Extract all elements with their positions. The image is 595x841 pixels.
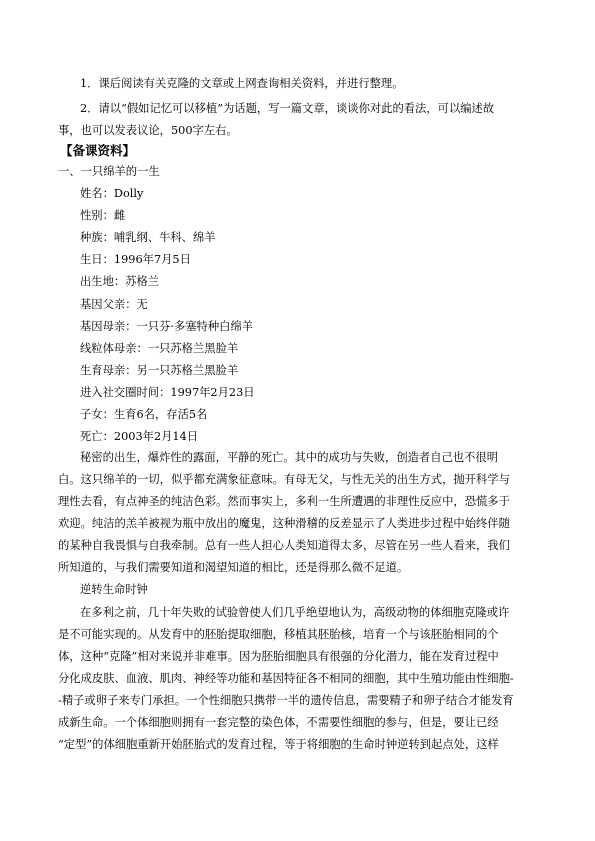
profile-item: 线粒体母亲：一只苏格兰黑脸羊 [80,342,239,355]
profile-item: 姓名：Dolly [80,187,144,200]
paragraph-line: 成新生命。一个体细胞则拥有一套完整的染色体，不需要性细胞的参与，但是，要让已经 [58,716,499,729]
paragraph-line: 的某种自我畏惧与自我牵制。总有一些人担心人类知道得太多，尽管在另一些人看来，我们 [58,539,510,552]
homework-item-2-line-1: 2．请以“假如记忆可以移植”为话题，写一篇文章，谈谈你对此的看法，可以编述故 [80,102,495,115]
profile-item: 生日：1996年7月5日 [80,253,191,266]
profile-item: 进入社交圈时间：1997年2月23日 [80,386,255,399]
profile-item: 子女：生育6名，存活5名 [80,408,208,421]
profile-item: 基因母亲：一只芬·多塞特种白绵羊 [80,320,254,333]
subheading-reverse-clock: 逆转生命时钟 [80,583,148,596]
homework-item-2-line-2: 事，也可以发表议论，500字左右。 [58,124,238,137]
profile-item: 死亡：2003年2月14日 [80,430,199,443]
paragraph-line: 白。这只绵羊的一切，似乎都充满象征意味。有母无父，与性无关的出生方式，抛开科学与 [58,473,510,486]
paragraph-line: 欢迎。纯洁的羔羊被视为瓶中放出的魔鬼，这种滑稽的反差显示了人类进步过程中始终伴随 [58,517,510,530]
homework-item-1: 1．课后阅读有关克隆的文章或上网查询相关资料，并进行整理。 [80,77,404,90]
profile-item: 基因父亲：无 [80,298,148,311]
profile-item: 性别：雌 [80,209,126,222]
profile-item: 生育母亲：另一只苏格兰黑脸羊 [80,364,239,377]
paragraph-line: -精子或卵子来专门承担。一个性细胞只携带一半的遗传信息，需要精子和卵子结合才能发育 [58,694,514,707]
paragraph-line: 体，这种“克隆”相对来说并非难事。因为胚胎细胞具有很强的分化潜力，能在发育过程中 [58,650,499,663]
profile-item: 种族：哺乳纲、牛科、绵羊 [80,231,216,244]
paragraph-line: 理性去看，有点神圣的纯洁色彩。然而事实上，多利一生所遭遇的非理性反应中，恐慌多于 [58,495,510,508]
paragraph-line: 秘密的出生，爆炸性的露面，平静的死亡。其中的成功与失败，创造者自己也不很明 [80,451,498,464]
paragraph-line: 在多利之前，几十年失败的试验曾使人们几乎绝望地认为，高级动物的体细胞克隆或许 [80,606,510,619]
profile-item: 出生地：苏格兰 [80,275,160,288]
subsection-title: 一、一只绵羊的一生 [58,165,160,178]
paragraph-line: 分化成皮肤、血液、肌肉、神经等功能和基因特征各不相同的细胞，其中生殖功能由性细胞- [58,672,514,685]
section-title: 【备课资料】 [60,143,136,158]
paragraph-line: “定型”的体细胞重新开始胚胎式的发育过程，等于将细胞的生命时钟逆转到起点处，这样 [58,738,499,751]
paragraph-line: 是不可能实现的。从发育中的胚胎提取细胞，移植其胚胎核，培育一个与该胚胎相同的个 [58,628,499,641]
paragraph-line: 所知道的，与我们需要知道和渴望知道的相比，还是得那么微不足道。 [58,561,409,574]
